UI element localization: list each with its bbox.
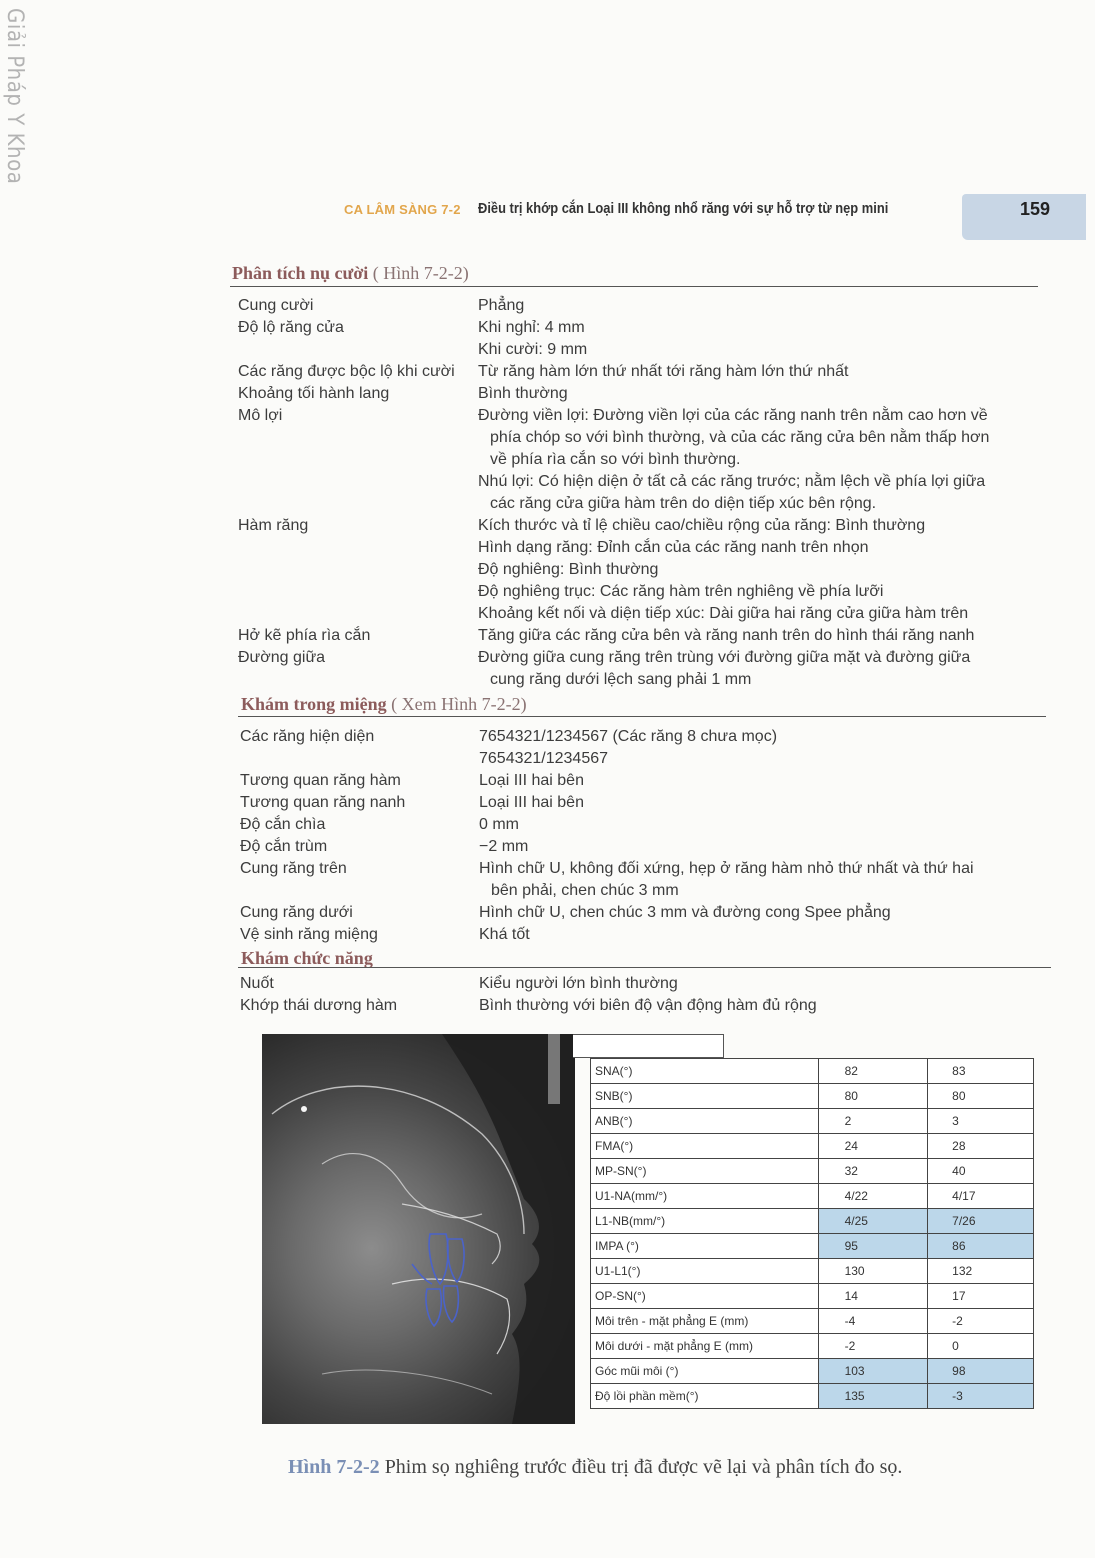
row-label: Nuốt: [240, 975, 274, 992]
pre-value-cell: 80: [818, 1084, 928, 1109]
pre-value-cell: 135: [818, 1384, 928, 1409]
row-value-line: Loại III hai bên: [479, 794, 584, 811]
measurement-cell: U1-L1(°): [591, 1259, 819, 1284]
row-value: [478, 361, 1038, 383]
measurement-cell: SNB(°): [591, 1084, 819, 1109]
row-label: Độ lộ răng cửa: [238, 319, 344, 336]
figure-caption: [288, 1456, 902, 1479]
row-value-line: Khá tốt: [479, 926, 530, 943]
row-value: [479, 726, 1040, 770]
row-label: Độ cắn trùm: [240, 838, 328, 855]
table-row: [591, 1384, 1034, 1409]
figure-label-box: [573, 1034, 724, 1058]
post-value-cell: 7/26: [928, 1209, 1034, 1234]
cephalometric-table: [590, 1058, 1034, 1409]
pre-value-cell: -2: [818, 1334, 928, 1359]
info-row: [238, 317, 1038, 361]
info-row: [240, 814, 1040, 836]
row-value-line: −2 mm: [479, 838, 529, 855]
pre-value-cell: 103: [818, 1359, 928, 1384]
section-rule: [238, 967, 1051, 968]
table-row: [591, 1284, 1034, 1309]
row-value-line: Đường viền lợi: Đường viền lợi của các răng nanh trên nằm cao hơn về: [478, 407, 988, 424]
measurement-cell: IMPA (°): [591, 1234, 819, 1259]
info-row: [238, 361, 1038, 383]
row-label: Khớp thái dương hàm: [240, 997, 398, 1014]
pre-value-cell: 4/25: [818, 1209, 928, 1234]
row-value-line: cung răng dưới lệch sang phải 1 mm: [490, 671, 752, 688]
measurement-cell: SNA(°): [591, 1059, 819, 1084]
page-number: 159: [1020, 199, 1051, 219]
table-row: [591, 1059, 1034, 1084]
row-label: Tương quan răng hàm: [240, 772, 401, 789]
section-rule: [238, 716, 1046, 717]
section-title-intraoral: [241, 694, 527, 715]
info-row: [240, 995, 1040, 1017]
info-row: [240, 924, 1040, 946]
case-label: CA LÂM SÀNG 7-2: [344, 202, 461, 217]
functional-rows: [240, 973, 1040, 1017]
info-row: [238, 295, 1038, 317]
row-label: Đường giữa: [238, 649, 326, 666]
row-value-line: Độ nghiêng: Bình thường: [478, 561, 659, 578]
post-value-cell: 86: [928, 1234, 1034, 1259]
pre-value-cell: 130: [818, 1259, 928, 1284]
row-value-line: Bình thường: [478, 385, 568, 402]
info-row: [238, 515, 1038, 625]
post-value-cell: 132: [928, 1259, 1034, 1284]
post-value-cell: 4/17: [928, 1184, 1034, 1209]
info-row: [240, 902, 1040, 924]
post-value-cell: 0: [928, 1334, 1034, 1359]
row-value-line: Bình thường với biên độ vận động hàm đủ rộng: [479, 997, 817, 1014]
post-value-cell: -2: [928, 1309, 1034, 1334]
smile-rows: [238, 295, 1038, 691]
info-row: [238, 405, 1038, 515]
info-row: [238, 383, 1038, 405]
row-value-line: về phía rìa cắn so với bình thường.: [490, 451, 741, 468]
post-value-cell: 98: [928, 1359, 1034, 1384]
post-value-cell: 83: [928, 1059, 1034, 1084]
cephalometric-radiograph: [262, 1034, 575, 1424]
row-value: [479, 770, 1040, 792]
pre-value-cell: 24: [818, 1134, 928, 1159]
row-value: [479, 814, 1040, 836]
pre-value-cell: 4/22: [818, 1184, 928, 1209]
row-value-line: Khi cười: 9 mm: [478, 341, 588, 358]
row-value-line: 7654321/1234567 (Các răng 8 chưa mọc): [479, 728, 778, 745]
row-value-line: phía chóp so với bình thường, và của các răng cửa bên nằm thấp hơn: [490, 429, 990, 446]
post-value-cell: 80: [928, 1084, 1034, 1109]
row-value-line: Kiểu người lớn bình thường: [479, 975, 678, 992]
measurement-cell: Môi dưới - mặt phẳng E (mm): [591, 1334, 819, 1359]
measurement-cell: FMA(°): [591, 1134, 819, 1159]
measurement-cell: U1-NA(mm/°): [591, 1184, 819, 1209]
section-title-functional: [241, 948, 373, 969]
row-label: Cung cười: [238, 297, 314, 314]
row-value-line: Tăng giữa các răng cửa bên và răng nanh trên do hình thái răng nanh: [478, 627, 975, 644]
measurement-cell: L1-NB(mm/°): [591, 1209, 819, 1234]
row-value-line: Hình dạng răng: Đỉnh cắn của các răng nanh trên nhọn: [478, 539, 869, 556]
caption-text: Phim sọ nghiêng trước điều trị đã được vẽ lại và phân tích đo sọ.: [379, 1456, 903, 1478]
chapter-title: Điều trị khớp cắn Loại III không nhổ răng với sự hỗ trợ từ nẹp mini: [478, 200, 889, 217]
info-row: [238, 647, 1038, 691]
watermark: Giải Pháp Y Khoa: [2, 8, 27, 185]
section-title-intraoral-text: Khám trong miệng: [241, 694, 387, 714]
table-row: [591, 1334, 1034, 1359]
section-title-smile: [232, 263, 469, 284]
row-value-line: bên phải, chen chúc 3 mm: [491, 882, 679, 899]
measurement-cell: MP-SN(°): [591, 1159, 819, 1184]
row-label: Hở kẽ phía rìa cắn: [238, 627, 371, 644]
info-row: [240, 726, 1040, 770]
row-value: [478, 295, 1038, 317]
row-value-line: các răng cửa giữa hàm trên do diện tiếp xúc bên rộng.: [490, 495, 877, 512]
row-value-line: Phẳng: [478, 297, 525, 314]
row-value-line: Hình chữ U, chen chúc 3 mm và đường cong Spee phẳng: [479, 904, 891, 921]
row-value: [479, 995, 1040, 1017]
pre-value-cell: 2: [818, 1109, 928, 1134]
skull-tracing-drawing: [262, 1034, 575, 1424]
row-value: [479, 902, 1040, 924]
intraoral-rows: [240, 726, 1040, 946]
row-value: [478, 625, 1038, 647]
table-row: [591, 1134, 1034, 1159]
row-value: [478, 383, 1038, 405]
table-row: [591, 1109, 1034, 1134]
row-label: Vệ sinh răng miệng: [240, 926, 378, 943]
row-value: [478, 405, 1038, 515]
pre-value-cell: 32: [818, 1159, 928, 1184]
pre-value-cell: 95: [818, 1234, 928, 1259]
row-label: Các răng hiện diện: [240, 728, 375, 745]
info-row: [240, 973, 1040, 995]
row-value: [479, 973, 1040, 995]
row-value: [479, 924, 1040, 946]
table-row: [591, 1359, 1034, 1384]
row-value-line: Khoảng kết nối và diện tiếp xúc: Dài giữa hai răng cửa giữa hàm trên: [478, 605, 969, 622]
caption-label: Hình 7-2-2: [288, 1456, 380, 1478]
row-value-line: Đường giữa cung răng trên trùng với đường giữa mặt và đường giữa: [478, 649, 971, 666]
row-value-line: 7654321/1234567: [479, 750, 609, 767]
info-row: [240, 858, 1040, 902]
section-title-intraoral-ref: ( Xem Hình 7-2-2): [391, 694, 527, 714]
pre-value-cell: 14: [818, 1284, 928, 1309]
measurement-cell: Góc mũi môi (°): [591, 1359, 819, 1384]
row-label: Cung răng trên: [240, 860, 347, 877]
row-value-line: Hình chữ U, không đối xứng, hẹp ở răng hàm nhỏ thứ nhất và thứ hai: [479, 860, 974, 877]
post-value-cell: -3: [928, 1384, 1034, 1409]
row-value: [478, 317, 1038, 361]
row-value-line: 0 mm: [479, 816, 519, 833]
row-value-line: Kích thước và tỉ lệ chiều cao/chiều rộng của răng: Bình thường: [478, 517, 926, 534]
row-value: [479, 792, 1040, 814]
row-value-line: Từ răng hàm lớn thứ nhất tới răng hàm lớn thứ nhất: [478, 363, 849, 380]
pre-value-cell: 82: [818, 1059, 928, 1084]
post-value-cell: 17: [928, 1284, 1034, 1309]
table-row: [591, 1234, 1034, 1259]
measurement-cell: OP-SN(°): [591, 1284, 819, 1309]
row-value: [479, 858, 1040, 902]
section-title-functional-text: Khám chức năng: [241, 948, 373, 968]
measurement-cell: Độ lồi phần mềm(°): [591, 1384, 819, 1409]
row-value: [479, 836, 1040, 858]
pre-value-cell: -4: [818, 1309, 928, 1334]
info-row: [238, 625, 1038, 647]
info-row: [240, 792, 1040, 814]
row-value: [478, 515, 1038, 625]
section-title-smile-ref: ( Hình 7-2-2): [372, 263, 469, 283]
row-value-line: Loại III hai bên: [479, 772, 584, 789]
section-rule: [230, 286, 1038, 287]
row-label: Độ cắn chìa: [240, 816, 326, 833]
table-row: [591, 1184, 1034, 1209]
table-row: [591, 1259, 1034, 1284]
running-header: [0, 190, 1095, 240]
row-label: Cung răng dưới: [240, 904, 353, 921]
info-row: [240, 836, 1040, 858]
row-label: Khoảng tối hành lang: [238, 385, 390, 402]
row-value-line: Độ nghiêng trục: Các răng hàm trên nghiêng về phía lưỡi: [478, 583, 884, 600]
row-value-line: Khi nghỉ: 4 mm: [478, 319, 585, 336]
row-label: Các răng được bộc lộ khi cười: [238, 363, 455, 380]
post-value-cell: 3: [928, 1109, 1034, 1134]
info-row: [240, 770, 1040, 792]
row-label: Mô lợi: [238, 407, 283, 424]
row-value-line: Nhú lợi: Có hiện diện ở tất cả các răng trước; nằm lệch về phía lợi giữa: [478, 473, 986, 490]
table-row: [591, 1209, 1034, 1234]
row-value: [478, 647, 1038, 691]
row-label: Hàm răng: [238, 517, 309, 534]
row-label: Tương quan răng nanh: [240, 794, 406, 811]
table-row: [591, 1159, 1034, 1184]
measurement-cell: ANB(°): [591, 1109, 819, 1134]
post-value-cell: 28: [928, 1134, 1034, 1159]
measurement-cell: Môi trên - mặt phẳng E (mm): [591, 1309, 819, 1334]
post-value-cell: 40: [928, 1159, 1034, 1184]
table-row: [591, 1084, 1034, 1109]
table-row: [591, 1309, 1034, 1334]
section-title-smile-text: Phân tích nụ cười: [232, 263, 369, 283]
